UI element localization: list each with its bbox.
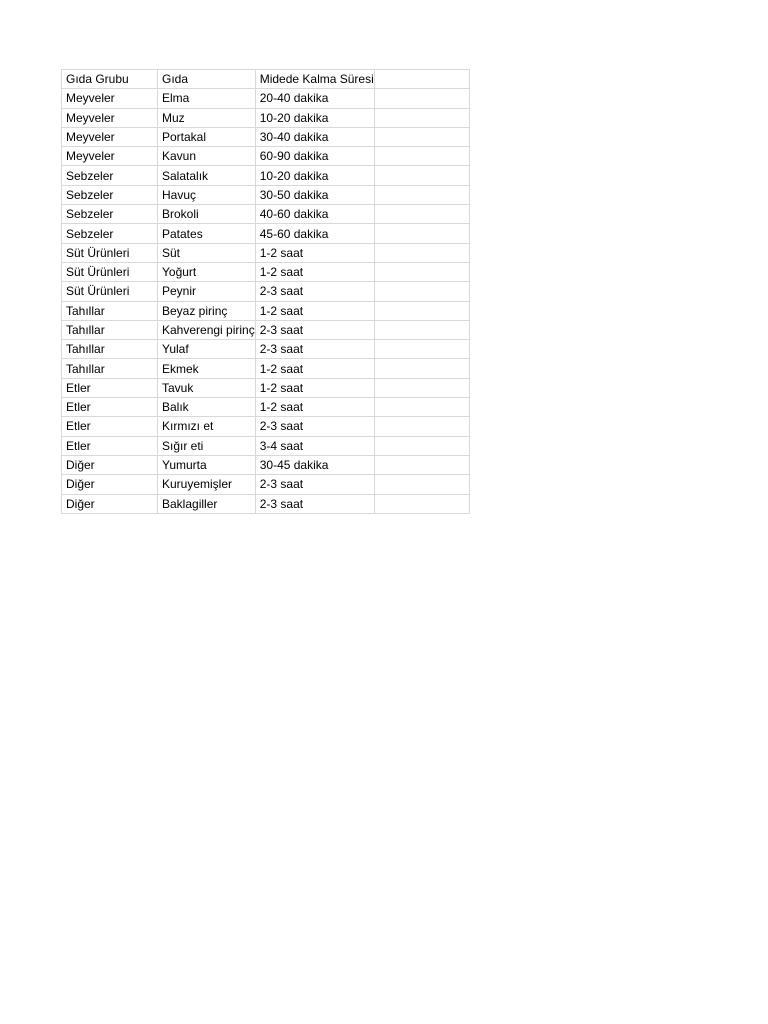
empty-cell [374, 398, 469, 417]
empty-cell [374, 224, 469, 243]
table-row [62, 436, 470, 455]
food-cell: Balık [158, 398, 256, 417]
food-cell: Brokoli [158, 205, 256, 224]
food-cell: Kırmızı et [158, 417, 256, 436]
food-cell: Sığır eti [158, 436, 256, 455]
food-group-cell: Süt Ürünleri [62, 243, 158, 262]
table-row [62, 166, 470, 185]
food-cell: Kavun [158, 147, 256, 166]
empty-cell [374, 262, 469, 281]
food-cell: Kahverengi pirinç [158, 320, 256, 339]
food-group-cell: Sebzeler [62, 224, 158, 243]
food-cell: Süt [158, 243, 256, 262]
table-row [62, 224, 470, 243]
duration-cell: 1-2 saat [255, 378, 374, 397]
food-group-cell: Etler [62, 378, 158, 397]
duration-cell: 2-3 saat [255, 320, 374, 339]
duration-cell: 20-40 dakika [255, 89, 374, 108]
empty-cell [374, 282, 469, 301]
food-group-cell: Sebzeler [62, 185, 158, 204]
table-row [62, 340, 470, 359]
food-group-cell: Diğer [62, 475, 158, 494]
duration-cell: 2-3 saat [255, 282, 374, 301]
food-group-cell: Diğer [62, 455, 158, 474]
duration-cell: 30-40 dakika [255, 127, 374, 146]
empty-cell [374, 340, 469, 359]
food-cell: Muz [158, 108, 256, 127]
empty-cell [374, 147, 469, 166]
empty-cell [374, 301, 469, 320]
empty-cell [374, 417, 469, 436]
food-group-cell: Meyveler [62, 147, 158, 166]
duration-cell: 1-2 saat [255, 243, 374, 262]
empty-cell [374, 185, 469, 204]
food-group-cell: Süt Ürünleri [62, 262, 158, 281]
table-row [62, 282, 470, 301]
empty-cell [374, 127, 469, 146]
food-group-cell: Meyveler [62, 108, 158, 127]
food-cell: Havuç [158, 185, 256, 204]
food-group-cell: Tahıllar [62, 340, 158, 359]
food-cell: Salatalık [158, 166, 256, 185]
food-group-cell: Süt Ürünleri [62, 282, 158, 301]
duration-cell: 2-3 saat [255, 340, 374, 359]
food-group-cell: Etler [62, 398, 158, 417]
food-cell: Peynir [158, 282, 256, 301]
food-cell: Yulaf [158, 340, 256, 359]
table-row [62, 147, 470, 166]
empty-cell [374, 455, 469, 474]
food-cell: Ekmek [158, 359, 256, 378]
empty-cell [374, 205, 469, 224]
table-row [62, 398, 470, 417]
duration-cell: 10-20 dakika [255, 166, 374, 185]
header-row [62, 70, 470, 89]
header-food-group-cell: Gıda Grubu [62, 70, 158, 89]
food-cell: Patates [158, 224, 256, 243]
food-cell: Yumurta [158, 455, 256, 474]
food-group-cell: Meyveler [62, 127, 158, 146]
empty-cell [374, 378, 469, 397]
food-group-cell: Tahıllar [62, 301, 158, 320]
duration-cell: 30-45 dakika [255, 455, 374, 474]
empty-cell [374, 243, 469, 262]
food-cell: Yoğurt [158, 262, 256, 281]
food-cell: Beyaz pirinç [158, 301, 256, 320]
food-group-cell: Sebzeler [62, 166, 158, 185]
food-cell: Portakal [158, 127, 256, 146]
duration-cell: 2-3 saat [255, 417, 374, 436]
table-row [62, 494, 470, 513]
duration-cell: 1-2 saat [255, 262, 374, 281]
table-row [62, 262, 470, 281]
table-row [62, 243, 470, 262]
header-empty-cell [374, 70, 469, 89]
empty-cell [374, 89, 469, 108]
food-cell: Elma [158, 89, 256, 108]
duration-cell: 3-4 saat [255, 436, 374, 455]
food-cell: Baklagiller [158, 494, 256, 513]
duration-cell: 1-2 saat [255, 359, 374, 378]
duration-cell: 30-50 dakika [255, 185, 374, 204]
empty-cell [374, 436, 469, 455]
duration-cell: 2-3 saat [255, 494, 374, 513]
duration-cell: 1-2 saat [255, 301, 374, 320]
empty-cell [374, 166, 469, 185]
duration-cell: 45-60 dakika [255, 224, 374, 243]
table-row [62, 455, 470, 474]
empty-cell [374, 108, 469, 127]
table-row [62, 301, 470, 320]
food-digestion-table [61, 69, 470, 514]
duration-cell: 1-2 saat [255, 398, 374, 417]
food-group-cell: Tahıllar [62, 359, 158, 378]
empty-cell [374, 475, 469, 494]
duration-cell: 10-20 dakika [255, 108, 374, 127]
empty-cell [374, 320, 469, 339]
food-cell: Kuruyemişler [158, 475, 256, 494]
empty-cell [374, 494, 469, 513]
table-body [62, 70, 470, 514]
table-row [62, 127, 470, 146]
food-cell: Tavuk [158, 378, 256, 397]
table-row [62, 475, 470, 494]
food-group-cell: Sebzeler [62, 205, 158, 224]
food-group-cell: Etler [62, 417, 158, 436]
header-duration-cell: Midede Kalma Süresi [255, 70, 374, 89]
food-group-cell: Etler [62, 436, 158, 455]
table-row [62, 320, 470, 339]
food-group-cell: Tahıllar [62, 320, 158, 339]
duration-cell: 60-90 dakika [255, 147, 374, 166]
table-row [62, 417, 470, 436]
table-row [62, 359, 470, 378]
duration-cell: 2-3 saat [255, 475, 374, 494]
food-group-cell: Diğer [62, 494, 158, 513]
duration-cell: 40-60 dakika [255, 205, 374, 224]
header-food-cell: Gıda [158, 70, 256, 89]
table-row [62, 185, 470, 204]
table-row [62, 205, 470, 224]
table-row [62, 378, 470, 397]
empty-cell [374, 359, 469, 378]
table-row [62, 89, 470, 108]
food-group-cell: Meyveler [62, 89, 158, 108]
table-row [62, 108, 470, 127]
